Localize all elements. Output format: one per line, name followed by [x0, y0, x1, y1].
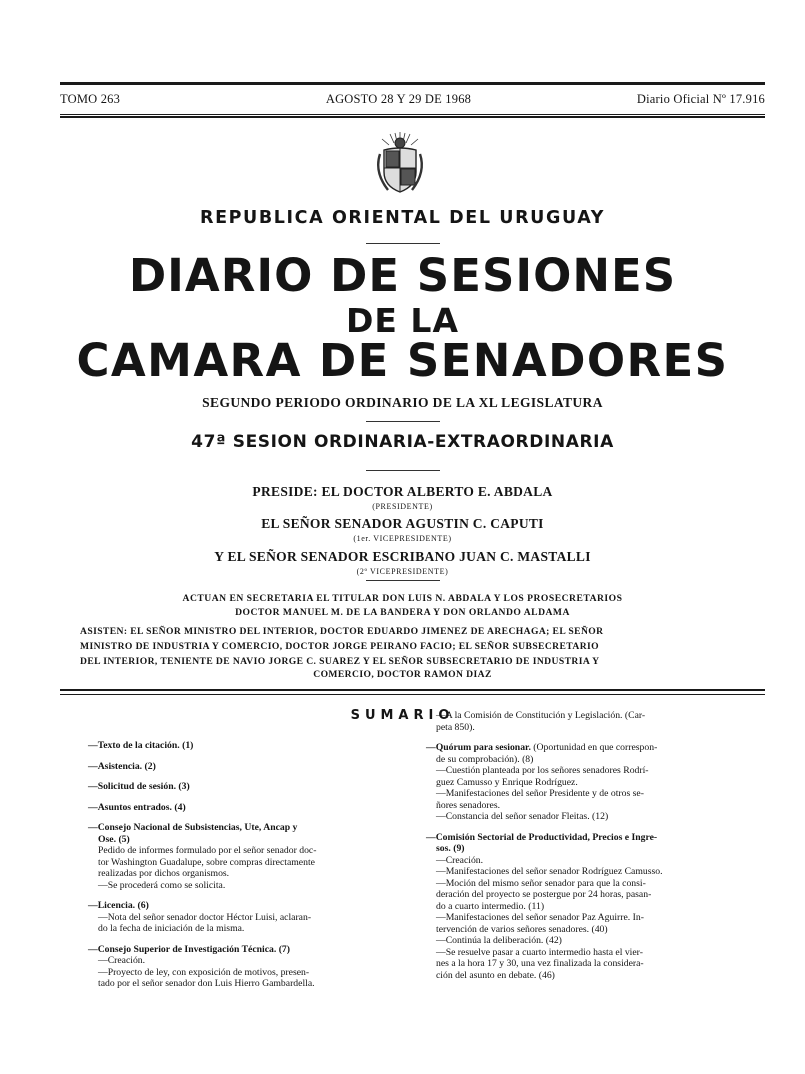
sumario-entry [88, 802, 384, 814]
tomo-label: TOMO 263 [60, 92, 121, 106]
entry-text: realizadas por dichos organismos. [98, 868, 230, 879]
sumario-entry [88, 944, 384, 990]
sumario-top-rule-thin [60, 694, 765, 695]
actuan-line-2: DOCTOR MANUEL M. DE LA BANDERA Y DON ORLANDO ALDAMA [235, 607, 570, 618]
sumario-entry [426, 832, 726, 982]
divider-1 [366, 243, 440, 244]
entry-text: —Se procederá como se solicita. [98, 879, 226, 891]
entry-text: guez Camusso y Enrique Rodríguez. [436, 776, 578, 788]
entry-text: —Moción del mismo señor senador para que la consi- [436, 877, 646, 889]
entry-text: peta 850). [436, 721, 475, 733]
sumario-left-column [88, 740, 384, 999]
entry-text: ñores senadores. [436, 799, 501, 811]
divider-3 [366, 470, 440, 471]
entry-text: —Creación. [98, 955, 146, 966]
periodo-line: SEGUNDO PERIODO ORDINARIO DE LA XL LEGISLATURA [202, 395, 603, 410]
entry-heading: —Asistencia. (2) [88, 760, 156, 772]
header-bottom-rule [60, 116, 765, 118]
preside-line: PRESIDE: EL DOCTOR ALBERTO E. ABDALA [252, 484, 553, 499]
header-row [60, 92, 765, 108]
entry-heading: —Licencia. (6) [88, 900, 149, 911]
header-mid-rule [60, 114, 765, 115]
entry-text: tervención de varios señores senadores. (40) [436, 923, 608, 935]
sumario-entry [426, 710, 726, 733]
entry-text: Pedido de informes formulado por el señor senador doc- [98, 845, 317, 856]
diario-title: DIARIO DE SESIONES [128, 249, 677, 302]
entry-text: deración del proyecto se postergue por 24 horas, pasan- [436, 889, 652, 900]
entry-text: —Se resuelve pasar a cuarto intermedio hasta el vier- [436, 946, 643, 958]
sumario-entry [88, 740, 384, 752]
entry-heading-rest: (Oportunidad en que correspon- [530, 742, 658, 753]
vice2-line: Y EL SEÑOR SENADOR ESCRIBANO JUAN C. MASTALLI [214, 549, 591, 564]
entry-text: tado por el señor senador don Luis Hierro Gambardella. [98, 978, 315, 989]
entry-text: —Cuestión planteada por los señores senadores Rodrí- [436, 765, 649, 776]
sumario-right-column [426, 710, 726, 990]
date-label: AGOSTO 28 Y 29 DE 1968 [325, 92, 472, 106]
sumario-entry [88, 781, 384, 793]
entry-heading-cont: sos. (9) [436, 843, 465, 854]
sumario-entry [88, 822, 384, 891]
entry-heading: —Consejo Superior de Investigación Técnica. (7) [88, 943, 290, 955]
divider-4 [366, 580, 440, 581]
sumario-entry [88, 761, 384, 773]
entry-heading: —Asuntos entrados. (4) [88, 801, 186, 813]
entry-text: —Manifestaciones del señor senador Rodríguez Camusso. [436, 866, 663, 877]
coat-of-arms-icon [370, 130, 430, 196]
asisten-line-4: COMERCIO, DOCTOR RAMON DIAZ [313, 669, 492, 680]
entry-text: —Continúa la deliberación. (42) [436, 935, 562, 946]
actuan-line-1: ACTUAN EN SECRETARIA EL TITULAR DON LUIS N. ABDALA Y LOS PROSECRETARIOS [182, 593, 623, 604]
entry-heading: —Comisión Sectorial de Productividad, Precios e Ingre- [426, 831, 658, 843]
entry-heading: —Texto de la citación. (1) [88, 740, 194, 751]
entry-text: —Nota del señor senador doctor Héctor Luisi, aclaran- [98, 911, 312, 923]
diario-oficial-label: Diario Oficial Nº 17.916 [636, 92, 765, 106]
entry-text: nes a la hora 17 y 30, una vez finalizada la considera- [436, 958, 644, 969]
entry-text: —A la Comisión de Constitución y Legislación. (Car- [436, 710, 646, 721]
vice2-cargo: (2º VICEPRESIDENTE) [356, 567, 449, 576]
entry-heading: —Quórum para sesionar. [426, 742, 531, 753]
camara-title: CAMARA DE SENADORES [76, 334, 729, 387]
sumario-entry [426, 742, 726, 823]
entry-text: do a cuarto intermedio. (11) [436, 900, 545, 912]
header-top-rule [60, 82, 765, 85]
entry-heading: —Consejo Nacional de Subsistencias, Ute, Ancap y [88, 822, 298, 833]
asisten-block [80, 624, 726, 669]
entry-text: —Manifestaciones del señor senador Paz Aguirre. In- [436, 912, 644, 923]
vice1-cargo: (1er. VICEPRESIDENTE) [353, 534, 452, 543]
entry-heading-cont: Ose. (5) [98, 833, 130, 845]
entry-heading: —Solicitud de sesión. (3) [88, 781, 190, 792]
entry-text: do la fecha de iniciación de la misma. [98, 923, 245, 934]
sumario-title: SUMARIO [350, 708, 455, 723]
entry-text: de su comprobación). (8) [436, 753, 534, 765]
vice1-line: EL SEÑOR SENADOR AGUSTIN C. CAPUTI [261, 516, 544, 531]
asisten-line-1: ASISTEN: EL SEÑOR MINISTRO DEL INTERIOR, DOCTOR EDUARDO JIMENEZ DE ARECHAGA; EL SEÑOR [80, 626, 604, 637]
entry-text: tor Washington Guadalupe, sobre compras directamente [98, 856, 315, 868]
divider-2 [366, 421, 440, 422]
entry-text: —Proyecto de ley, con exposición de motivos, presen- [98, 966, 310, 978]
republic-title: REPUBLICA ORIENTAL DEL URUGUAY [200, 208, 605, 228]
sesion-title: 47ª SESION ORDINARIA-EXTRAORDINARIA [191, 432, 614, 452]
entry-text: —Manifestaciones del señor Presidente y de otros se- [436, 788, 644, 799]
entry-text: —Creación. [436, 854, 484, 866]
asisten-line-3: DEL INTERIOR, TENIENTE DE NAVIO JORGE C. SUAREZ Y EL SEÑOR SUBSECRETARIO DE INDUSTRIA Y [80, 656, 600, 667]
asisten-line-2: MINISTRO DE INDUSTRIA Y COMERCIO, DOCTOR JORGE PEIRANO FACIO; EL SEÑOR SUBSECRETARIO [80, 641, 600, 652]
entry-text: —Constancia del señor senador Fleitas. (12) [436, 811, 609, 822]
sumario-top-rule [60, 689, 765, 691]
preside-cargo: (PRESIDENTE) [372, 502, 433, 511]
de-la-title: DE LA [346, 301, 459, 340]
entry-text: ción del asunto en debate. (46) [436, 969, 555, 981]
sumario-entry [88, 900, 384, 935]
